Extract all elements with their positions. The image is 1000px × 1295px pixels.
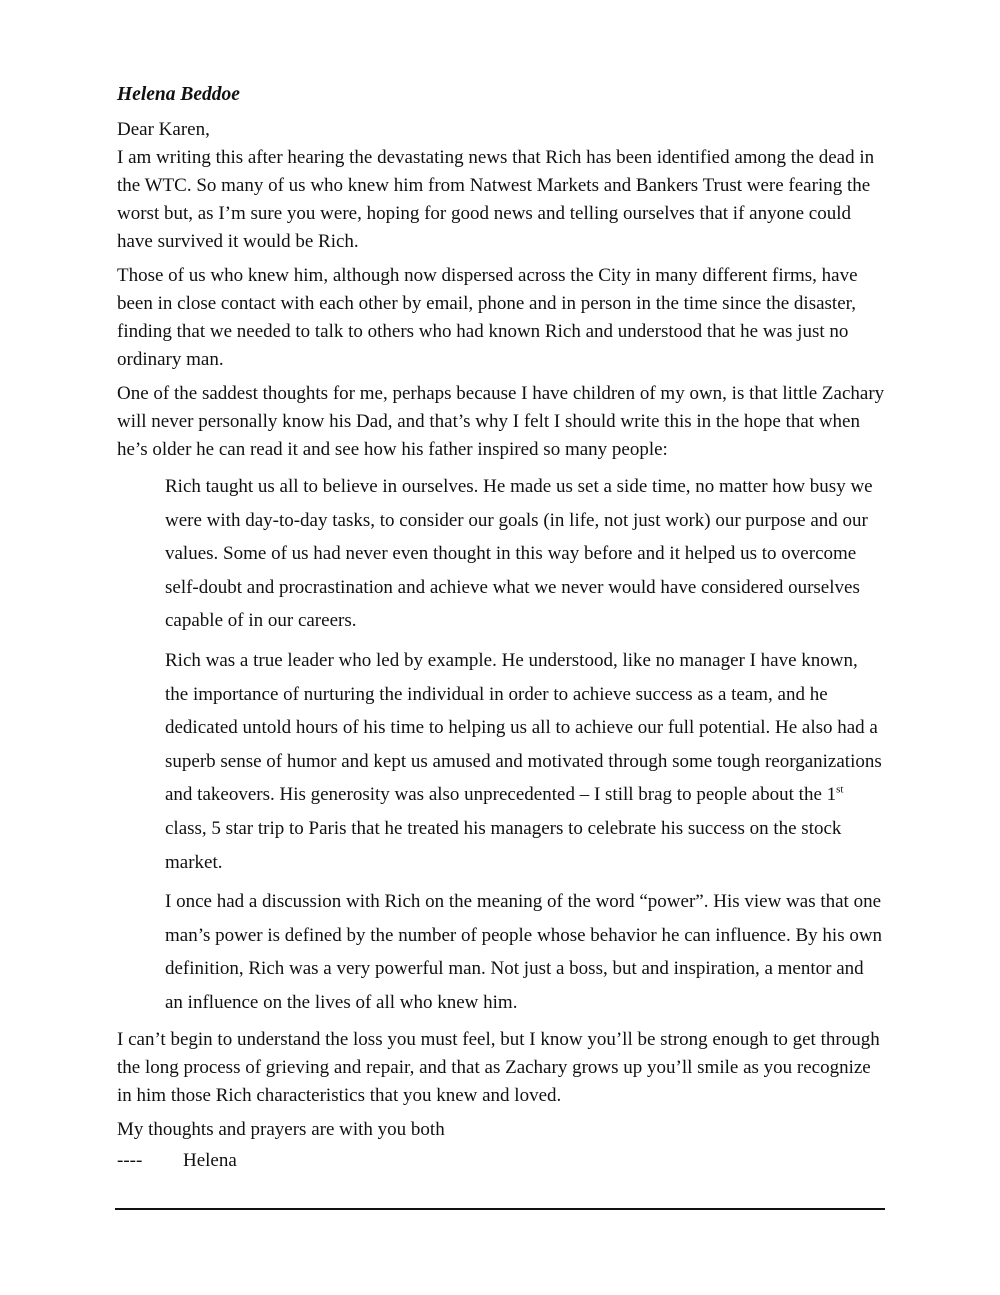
quote-2-text-before: Rich was a true leader who led by example. He understood, like no manager I have known, the importance of nurturing the individual in order to achieve success as a team, and he dedicated untold hours of his time to helping us all to achieve our full potential. He also had a superb sense of humor and kept us amused and motivated through some tough reorganizations and takeovers. His generosity was also unprecedented – I still brag to people about the 1 (165, 649, 882, 806)
horizontal-rule (115, 1208, 885, 1210)
quote-paragraph-3: I once had a discussion with Rich on the meaning of the word “power”. His view was that one man’s power is defined by the number of people whose behavior he can influence. By his own definition, Rich was a very powerful man. Not just a boss, but and inspiration, a mentor and an influence on the lives of all who knew him. (165, 891, 883, 1013)
salutation: Dear Karen, (117, 119, 210, 140)
signature-line (117, 1148, 885, 1174)
ordinal-superscript: st (836, 784, 844, 797)
quote-paragraph-1: Rich taught us all to believe in ourselves. He made us set a side time, no matter how busy we were with day-to-day tasks, to consider our goals (in life, not just work) our purpose and our values. Some of us had never even thought in this way before and it helped us to overcome self-doubt and procrastination and achieve what we never would have considered ourselves capable of in our careers. (165, 476, 873, 632)
body-paragraph-2: Those of us who knew him, although now dispersed across the City in many different firms, have been in close contact with each other by email, phone and in person in the time since the disaster, finding that we needed to talk to others who had known Rich and understood that he was just no ordinary man. (117, 265, 858, 370)
signoff-line: My thoughts and prayers are with you both (117, 1118, 445, 1140)
quote-paragraph-2 (165, 644, 885, 879)
author-name: Helena Beddoe (117, 84, 240, 105)
signature-name: Helena (183, 1149, 237, 1171)
body-paragraph-1: I am writing this after hearing the devastating news that Rich has been identified among the dead in the WTC. So many of us who knew him from Natwest Markets and Bankers Trust were fearing the worst but, as I’m sure you were, hoping for good news and telling ourselves that if anyone could have survived it would be Rich. (117, 147, 875, 252)
body-paragraph-3: One of the saddest thoughts for me, perhaps because I have children of my own, is that little Zachary will never personally know his Dad, and that’s why I felt I should write this in the hope that when he’s older he can read it and see how his father inspired so many people: (117, 383, 885, 460)
closing-paragraph: I can’t begin to understand the loss you must feel, but I know you’ll be strong enough to get through the long process of grieving and repair, and that as Zachary grows up you’ll smile as you recognize in him those Rich characteristics that you knew and loved. (117, 1028, 880, 1106)
letter-page (117, 82, 885, 1174)
quote-2-text-after: class, 5 star trip to Paris that he treated his managers to celebrate his success on the stock market. (165, 817, 842, 873)
signature-dashes: ---- (117, 1149, 143, 1171)
